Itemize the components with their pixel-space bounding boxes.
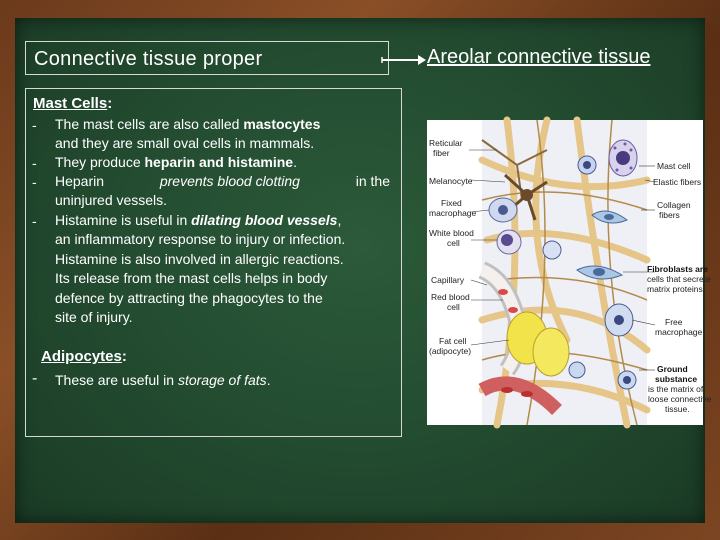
label-fibers: fibers [659, 210, 680, 220]
label-white-blood: White blood [429, 228, 474, 238]
arrow-icon [380, 50, 428, 70]
label-mast-cell: Mast cell [657, 161, 691, 171]
adipocytes-heading: Adipocytes: [41, 348, 127, 365]
bullet-4: Histamine is useful in dilating blood vessels, an inflammatory response to injury or infection. Histamine is also involved in allergic reactions. Its release from the mast cells helps in body defence by attracting the phagocytes to the site of injury. [55, 212, 346, 326]
label-red-blood: Red blood [431, 292, 470, 302]
mast-cells-heading: Mast Cells: [33, 95, 113, 112]
bullet-3: Heparin prevents blood clotting in the uninjured vessels. [55, 173, 390, 209]
label-fixed: Fixed [441, 198, 462, 208]
title-box [25, 41, 389, 75]
dash-4: - [32, 213, 37, 229]
label-fibroblasts-2: cells that secrete [647, 274, 711, 284]
dash-2: - [32, 155, 37, 171]
dash-5: - [32, 370, 38, 387]
label-substance: substance [655, 374, 698, 384]
label-loose: loose connective [648, 394, 712, 404]
label-free-macrophage: macrophage [655, 327, 703, 337]
mast-cell [609, 140, 637, 176]
label-fibroblasts-3: matrix proteins. [647, 284, 706, 294]
label-fat-cell: Fat cell [439, 336, 467, 346]
label-cell-2: cell [447, 302, 460, 312]
label-fibroblasts: Fibroblasts are [647, 264, 708, 274]
label-free: Free [665, 317, 683, 327]
dash-3: - [32, 174, 37, 190]
adipocytes-text: These are useful in storage of fats. [55, 372, 271, 388]
label-melanocyte: Melanocyte [429, 176, 473, 186]
label-matrix: is the matrix of [648, 384, 704, 394]
label-ground: Ground [657, 364, 688, 374]
label-cell: cell [447, 238, 460, 248]
dash-1: - [32, 117, 37, 133]
label-macrophage: macrophage [429, 208, 477, 218]
slide-title: Connective tissue proper [34, 48, 263, 70]
label-fiber: fiber [433, 148, 450, 158]
tissue-illustration [427, 120, 712, 425]
content-box [25, 88, 402, 437]
label-collagen: Collagen [657, 200, 691, 210]
label-adipocyte: (adipocyte) [429, 346, 472, 356]
label-tissue: tissue. [665, 404, 690, 414]
subtitle: Areolar connective tissue [427, 46, 651, 68]
label-capillary: Capillary [431, 275, 465, 285]
areolar-tissue-diagram [427, 120, 712, 425]
bullet-1: The mast cells are also called mastocytes and they are small oval cells in mammals. [55, 116, 321, 152]
label-reticular: Reticular [429, 138, 463, 148]
label-elastic: Elastic fibers [653, 177, 702, 187]
bullet-2: They produce heparin and histamine. [55, 154, 297, 170]
